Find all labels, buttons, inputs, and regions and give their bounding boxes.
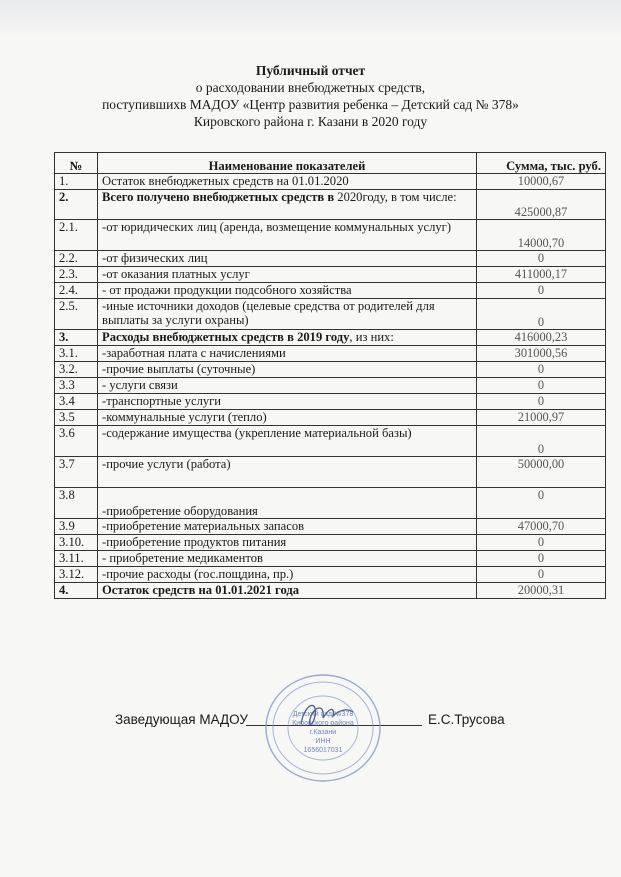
stamp-text-2: Кировского района	[292, 720, 354, 727]
report-header	[0, 62, 621, 130]
table-row: 3.4 -транспортные услуги 0	[55, 394, 606, 410]
table-row: 1. Остаток внебюджетных средств на 01.01.2020 10000,67	[55, 174, 606, 190]
table-row: 2.3. -от оказания платных услуг 411000,17	[55, 267, 606, 283]
scan-shadow	[0, 0, 621, 38]
table-row: 2.4. - от продажи продукции подсобного хозяйства 0	[55, 283, 606, 299]
official-stamp	[263, 672, 383, 784]
report-subtitle-1: о расходовании внебюджетных средств,	[195, 80, 426, 95]
table-row: 3.1. -заработная плата с начислениями 301000,56	[55, 346, 606, 362]
table-row: 3.2. -прочие выплаты (суточные) 0	[55, 362, 606, 378]
stamp-text-4: ИНН	[315, 738, 331, 745]
column-number: №	[55, 153, 98, 174]
table-row: 3. Расходы внебюджетных средств в 2019 году, из них: 416000,23	[55, 330, 606, 346]
table-row: 2.1. -от юридических лиц (аренда, возмещение коммунальных услуг) 14000,70	[55, 220, 606, 251]
table-row: 3.10. -приобретение продуктов питания 0	[55, 535, 606, 551]
table-row: 2.2. -от физических лиц 0	[55, 251, 606, 267]
report-title: Публичный отчет	[255, 63, 366, 78]
table-row: 3.9 -приобретение материальных запасов 47000,70	[55, 519, 606, 535]
table-header-row	[55, 153, 606, 174]
table-row: 3.5 -коммунальные услуги (тепло) 21000,97	[55, 410, 606, 426]
table-row: 3.6 -содержание имущества (укрепление материальной базы) 0	[55, 426, 606, 457]
report-subtitle-2: поступившихв МАДОУ «Центр развития ребенка – Детский сад № 378»	[102, 97, 519, 112]
table-row: 2. Всего получено внебюджетных средств в 2020году, в том числе: 425000,87	[55, 190, 606, 220]
stamp-text-3: г.Казани	[309, 729, 337, 736]
table-row: 3.11. - приобретение медикаментов 0	[55, 551, 606, 567]
report-subtitle-3: Кировского района г. Казани в 2020 году	[193, 114, 428, 129]
stamp-text-5: 1656017031	[303, 747, 343, 754]
signature-position: Заведующая МАДОУ	[115, 712, 248, 727]
column-name: Наименование показателей	[98, 153, 477, 174]
table-row: 3.12. -прочие расходы (гос.пощдина, пр.) 0	[55, 567, 606, 583]
table-row: 3.7 -прочие услуги (работа) 50000,00	[55, 457, 606, 488]
table-row: 3.3 - услуги связи 0	[55, 378, 606, 394]
signature-name: Е.С.Трусова	[428, 712, 505, 727]
table-row: 4. Остаток средств на 01.01.2021 года 20000,31	[55, 583, 606, 599]
expense-table	[54, 152, 606, 599]
table-row: 3.8 -приобретение оборудования 0	[55, 488, 606, 519]
column-sum: Сумма, тыс. руб.	[477, 153, 606, 174]
table-row: 2.5. -иные источники доходов (целевые средства от родителей для выплаты за услуги охраны) 0	[55, 299, 606, 330]
stamp-text-1: Детский сад №378	[292, 711, 354, 718]
